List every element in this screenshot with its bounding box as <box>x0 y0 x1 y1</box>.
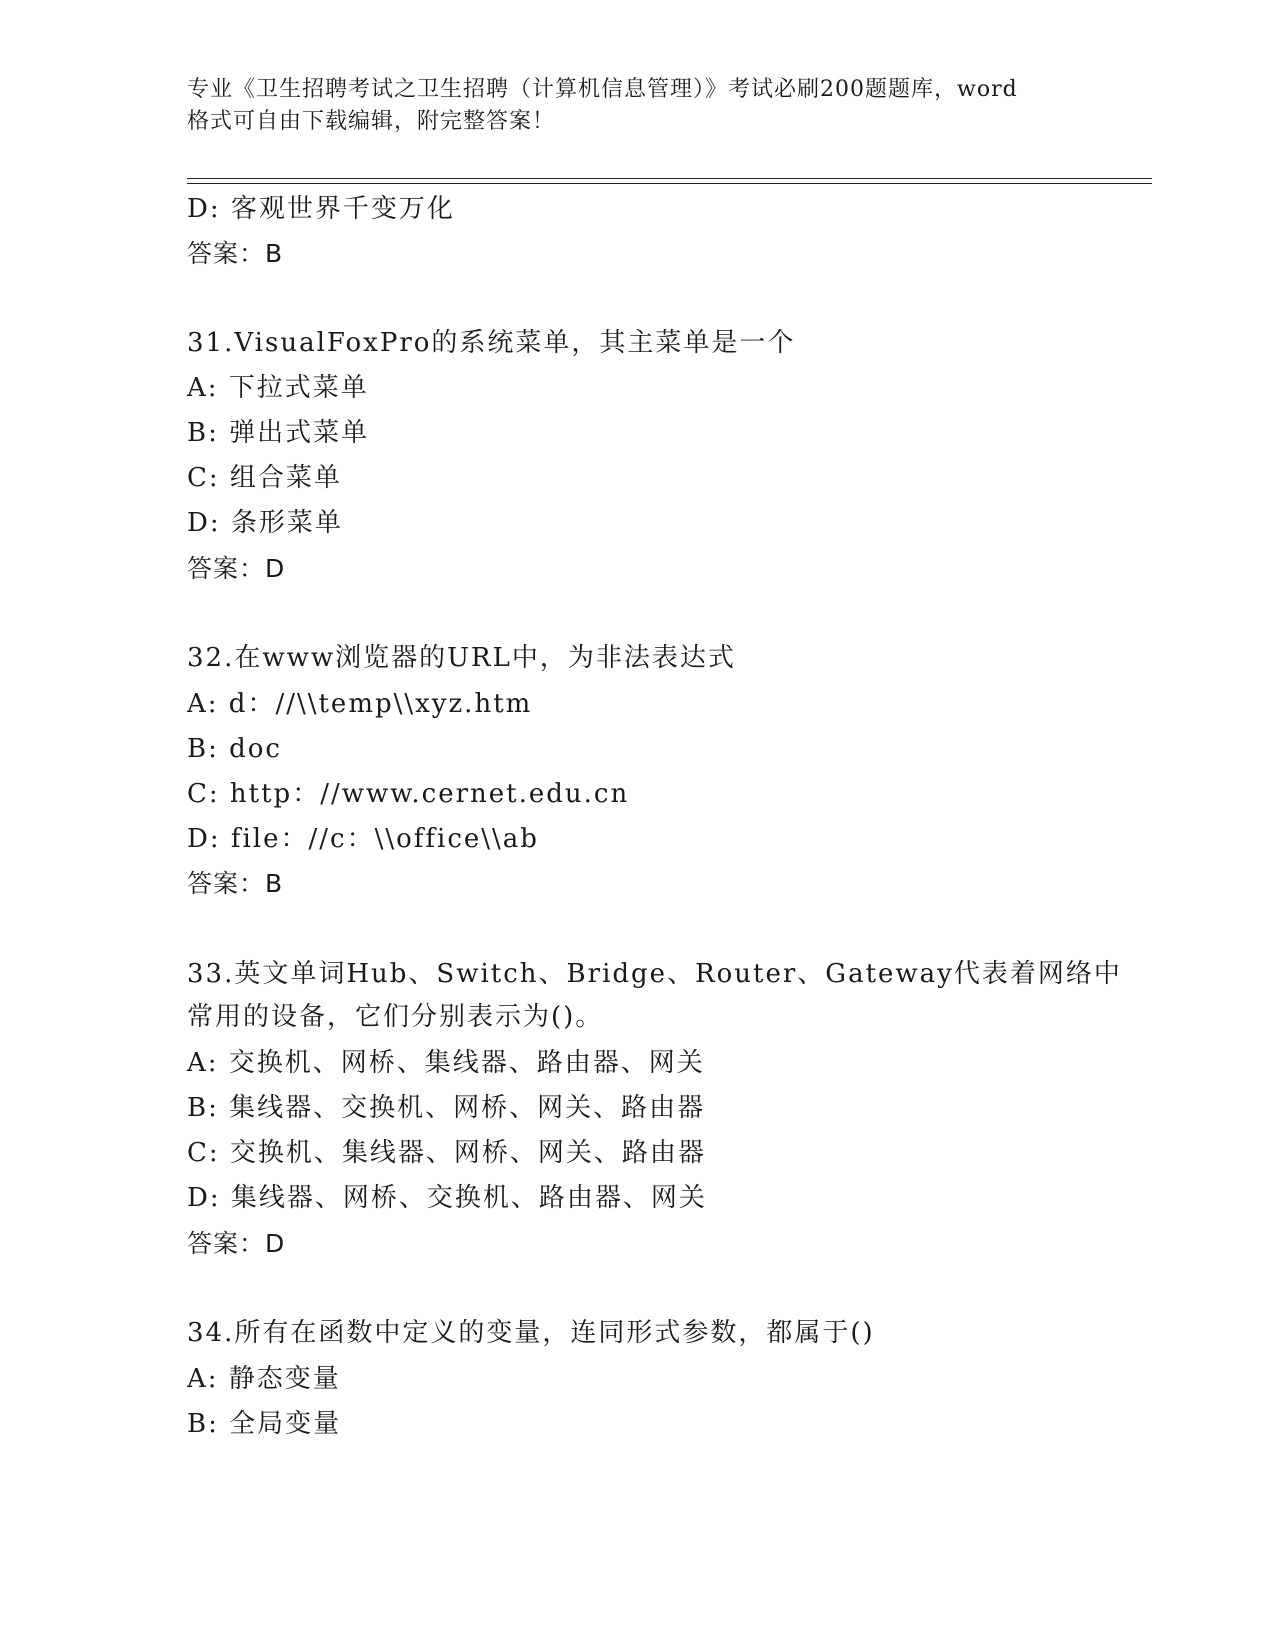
q33-option-d: D: 集线器、网桥、交换机、路由器、网关 <box>187 1183 707 1213</box>
q32-answer: 答案：B <box>187 869 284 898</box>
q32-option-c: C: http：//www.cernet.edu.cn <box>187 779 630 809</box>
document-header <box>187 74 1087 138</box>
q32-question: 32.在www浏览器的URL中，为非法表达式 <box>187 643 736 673</box>
q33-option-a: A: 交换机、网桥、集线器、路由器、网关 <box>187 1048 705 1078</box>
q34-question: 34.所有在函数中定义的变量，连同形式参数，都属于() <box>187 1318 875 1348</box>
q32-option-d: D: file：//c：\\office\\ab <box>187 824 539 854</box>
q31-answer: 答案：D <box>187 554 286 583</box>
q31-question: 31.VisualFoxPro的系统菜单，其主菜单是一个 <box>187 328 796 358</box>
header-line-2: 格式可自由下载编辑，附完整答案！ <box>187 109 556 134</box>
header-divider-top <box>187 178 1152 179</box>
q31-option-d: D: 条形菜单 <box>187 508 343 538</box>
q33-question-line-2: 常用的设备，它们分别表示为()。 <box>187 1002 604 1032</box>
q31-option-b: B: 弹出式菜单 <box>187 418 370 448</box>
q31-option-a: A: 下拉式菜单 <box>187 373 369 403</box>
q34-option-a: A: 静态变量 <box>187 1364 341 1394</box>
q31-option-c: C: 组合菜单 <box>187 463 342 493</box>
q32-option-a: A: d：//\\temp\\xyz.htm <box>187 689 533 719</box>
header-divider-bottom <box>187 183 1152 184</box>
prev-answer: 答案：B <box>187 239 284 268</box>
prev-option-d: D: 客观世界千变万化 <box>187 194 455 224</box>
q34-option-b: B: 全局变量 <box>187 1409 342 1439</box>
q33-answer: 答案：D <box>187 1229 286 1258</box>
q33-question-line-1: 33.英文单词Hub、Switch、Bridge、Router、Gateway代表着网络中 <box>187 959 1122 989</box>
q33-option-c: C: 交换机、集线器、网桥、网关、路由器 <box>187 1138 706 1168</box>
header-line-1: 专业《卫生招聘考试之卫生招聘（计算机信息管理）》考试必刷200题题库，word <box>187 77 1018 102</box>
q33-option-b: B: 集线器、交换机、网桥、网关、路由器 <box>187 1093 706 1123</box>
q32-option-b: B: doc <box>187 734 282 764</box>
